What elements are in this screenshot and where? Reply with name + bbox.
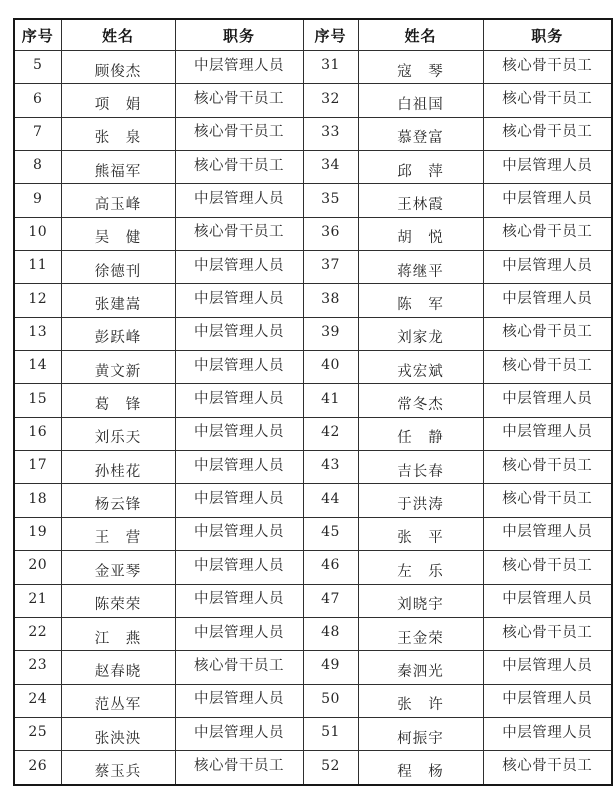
name-text: 吴 健: [94, 230, 142, 247]
table-row: [14, 51, 612, 84]
title-cell: [175, 51, 303, 84]
name-cell: [61, 751, 175, 785]
title-cell: [483, 584, 612, 617]
name-text: 常冬杰: [397, 397, 444, 414]
no-cell: [14, 284, 61, 317]
no-cell: [303, 384, 358, 417]
table-row: [14, 251, 612, 284]
no-cell: [303, 484, 358, 517]
title-cell: [175, 184, 303, 217]
title-text: 核心骨干员工: [502, 57, 593, 74]
title-text: 中层管理人员: [194, 524, 284, 541]
title-text: 核心骨干员工: [502, 357, 593, 374]
name-cell: [358, 317, 483, 350]
name-cell: [61, 351, 175, 384]
name-text: 左 乐: [397, 563, 444, 580]
no-text: 13: [28, 323, 48, 340]
name-text: 金亚琴: [94, 563, 142, 580]
name-cell: [358, 451, 483, 484]
name-cell: [358, 517, 483, 550]
title-cell: [483, 351, 612, 384]
title-text: 中层管理人员: [194, 324, 284, 341]
table-header-row: [14, 19, 612, 51]
column-header-title-right: 职务: [483, 19, 612, 51]
name-text: 张泱泱: [94, 730, 142, 747]
name-cell: [358, 251, 483, 284]
name-cell: [61, 617, 175, 650]
no-cell: [303, 417, 358, 450]
no-cell: [303, 551, 358, 584]
name-text: 王林霞: [397, 197, 444, 214]
name-text: 刘晓宇: [397, 597, 444, 614]
name-text: 彭跃峰: [94, 330, 142, 347]
title-cell: [483, 151, 612, 184]
no-cell: [14, 117, 61, 150]
table-row: [14, 717, 612, 750]
name-cell: [61, 684, 175, 717]
no-text: 21: [28, 590, 48, 607]
no-cell: [303, 451, 358, 484]
title-text: 中层管理人员: [502, 657, 593, 674]
column-header-name-right: 姓名: [358, 19, 483, 51]
title-cell: [175, 517, 303, 550]
name-text: 王金荣: [397, 630, 444, 647]
title-text: 中层管理人员: [194, 424, 284, 441]
no-cell: [14, 351, 61, 384]
name-cell: [61, 651, 175, 684]
name-text: 高玉峰: [94, 197, 142, 214]
name-cell: [61, 317, 175, 350]
title-text: 中层管理人员: [194, 691, 284, 708]
title-text: 核心骨干员工: [502, 324, 593, 341]
no-text: 42: [321, 423, 340, 440]
name-text: 江 燕: [94, 630, 142, 647]
name-cell: [358, 217, 483, 250]
no-cell: [14, 151, 61, 184]
name-text: 慕登富: [397, 130, 444, 147]
no-cell: [14, 551, 61, 584]
no-text: 48: [321, 624, 340, 641]
no-text: 18: [28, 490, 48, 507]
title-text: 中层管理人员: [502, 691, 593, 708]
title-text: 中层管理人员: [194, 591, 284, 608]
name-text: 程 杨: [397, 764, 444, 781]
no-text: 7: [33, 123, 43, 140]
no-cell: [14, 717, 61, 750]
name-text: 于洪涛: [397, 497, 444, 514]
title-cell: [483, 284, 612, 317]
title-cell: [175, 451, 303, 484]
table-row: [14, 317, 612, 350]
column-header-name-left: 姓名: [61, 19, 175, 51]
table-row: [14, 551, 612, 584]
title-text: 中层管理人员: [194, 457, 284, 474]
title-cell: [175, 117, 303, 150]
name-text: 顾俊杰: [94, 63, 142, 80]
table-row: [14, 351, 612, 384]
personnel-table: [13, 18, 613, 786]
name-text: 王 营: [94, 530, 142, 547]
table-row: [14, 384, 612, 417]
no-cell: [14, 751, 61, 785]
title-text: 中层管理人员: [502, 391, 593, 408]
title-text: 核心骨干员工: [194, 224, 284, 241]
no-text: 24: [28, 690, 48, 707]
name-text: 柯振宇: [397, 730, 444, 747]
title-text: 核心骨干员工: [502, 91, 593, 108]
column-header-no-right: 序号: [303, 19, 358, 51]
no-text: 26: [28, 757, 48, 774]
no-cell: [303, 151, 358, 184]
column-header-title-left: 职务: [175, 19, 303, 51]
table-row: [14, 417, 612, 450]
title-cell: [483, 684, 612, 717]
no-text: 47: [321, 590, 340, 607]
no-text: 34: [321, 157, 340, 174]
title-text: 核心骨干员工: [502, 758, 593, 775]
title-cell: [175, 584, 303, 617]
name-cell: [358, 384, 483, 417]
title-cell: [483, 317, 612, 350]
name-cell: [358, 184, 483, 217]
table-row: [14, 751, 612, 785]
name-cell: [61, 584, 175, 617]
name-cell: [61, 284, 175, 317]
name-text: 吉长春: [397, 463, 444, 480]
no-text: 44: [321, 490, 340, 507]
no-cell: [303, 317, 358, 350]
name-cell: [61, 217, 175, 250]
title-text: 中层管理人员: [502, 157, 593, 174]
title-cell: [175, 617, 303, 650]
name-cell: [61, 251, 175, 284]
table-row: [14, 184, 612, 217]
name-text: 刘家龙: [397, 330, 444, 347]
no-text: 33: [321, 123, 340, 140]
no-cell: [303, 684, 358, 717]
table-row: [14, 684, 612, 717]
no-text: 14: [28, 357, 48, 374]
name-text: 徐德刊: [94, 263, 142, 280]
no-text: 35: [321, 190, 340, 207]
no-cell: [14, 84, 61, 117]
name-cell: [61, 517, 175, 550]
name-text: 陈 军: [397, 297, 444, 314]
no-cell: [303, 251, 358, 284]
title-cell: [483, 384, 612, 417]
title-cell: [483, 217, 612, 250]
no-text: 17: [28, 457, 48, 474]
title-text: 中层管理人员: [502, 191, 593, 208]
name-cell: [358, 351, 483, 384]
title-text: 核心骨干员工: [194, 124, 284, 141]
table-row: [14, 617, 612, 650]
title-cell: [175, 84, 303, 117]
no-text: 15: [28, 390, 48, 407]
title-cell: [483, 251, 612, 284]
name-cell: [61, 484, 175, 517]
title-text: 核心骨干员工: [502, 124, 593, 141]
personnel-table-container: [13, 18, 611, 786]
no-cell: [303, 117, 358, 150]
title-text: 中层管理人员: [194, 391, 284, 408]
name-cell: [358, 84, 483, 117]
name-text: 白祖国: [397, 97, 444, 114]
no-cell: [303, 217, 358, 250]
name-cell: [61, 151, 175, 184]
name-cell: [358, 151, 483, 184]
no-text: 40: [321, 357, 340, 374]
table-row: [14, 517, 612, 550]
name-text: 葛 锋: [94, 397, 142, 414]
title-cell: [175, 217, 303, 250]
no-cell: [14, 384, 61, 417]
no-cell: [303, 84, 358, 117]
no-cell: [14, 51, 61, 84]
name-cell: [358, 284, 483, 317]
no-text: 20: [28, 557, 48, 574]
table-row: [14, 651, 612, 684]
name-text: 孙桂花: [94, 463, 142, 480]
name-cell: [358, 51, 483, 84]
title-cell: [483, 117, 612, 150]
name-text: 项 娟: [94, 97, 142, 114]
title-cell: [175, 417, 303, 450]
name-text: 张 泉: [94, 130, 142, 147]
name-text: 秦泗光: [397, 663, 444, 680]
name-text: 范丛军: [94, 697, 142, 714]
name-cell: [61, 717, 175, 750]
name-cell: [358, 617, 483, 650]
title-text: 中层管理人员: [194, 291, 284, 308]
title-text: 中层管理人员: [194, 191, 284, 208]
name-cell: [358, 551, 483, 584]
title-cell: [483, 617, 612, 650]
no-text: 23: [28, 657, 48, 674]
no-text: 16: [28, 423, 48, 440]
no-cell: [303, 717, 358, 750]
title-cell: [175, 551, 303, 584]
no-cell: [14, 584, 61, 617]
no-text: 32: [321, 90, 340, 107]
title-cell: [483, 717, 612, 750]
name-cell: [358, 584, 483, 617]
no-text: 11: [28, 257, 48, 274]
table-row: [14, 151, 612, 184]
title-cell: [483, 451, 612, 484]
no-cell: [14, 684, 61, 717]
no-cell: [14, 417, 61, 450]
no-cell: [14, 651, 61, 684]
name-cell: [358, 684, 483, 717]
name-text: 杨云锋: [94, 497, 142, 514]
title-text: 核心骨干员工: [194, 657, 284, 674]
no-text: 6: [33, 90, 43, 107]
title-text: 中层管理人员: [502, 291, 593, 308]
no-text: 9: [33, 190, 43, 207]
title-text: 核心骨干员工: [194, 91, 284, 108]
title-text: 中层管理人员: [194, 491, 284, 508]
name-text: 戎宏斌: [397, 363, 444, 380]
no-text: 10: [28, 223, 48, 240]
no-text: 50: [321, 690, 340, 707]
name-cell: [61, 451, 175, 484]
title-text: 中层管理人员: [502, 524, 593, 541]
no-cell: [14, 184, 61, 217]
no-text: 45: [321, 523, 340, 540]
no-cell: [303, 351, 358, 384]
title-cell: [175, 751, 303, 785]
title-cell: [175, 684, 303, 717]
title-cell: [483, 51, 612, 84]
title-cell: [175, 384, 303, 417]
no-text: 31: [321, 57, 340, 74]
name-cell: [61, 417, 175, 450]
title-text: 中层管理人员: [194, 557, 284, 574]
title-text: 中层管理人员: [502, 591, 593, 608]
name-text: 蔡玉兵: [94, 764, 142, 781]
no-text: 12: [28, 290, 48, 307]
no-cell: [303, 51, 358, 84]
no-cell: [303, 284, 358, 317]
no-text: 41: [321, 390, 340, 407]
table-row: [14, 217, 612, 250]
table-row: [14, 284, 612, 317]
name-text: 寇 琴: [397, 63, 444, 80]
title-text: 核心骨干员工: [194, 758, 284, 775]
no-cell: [303, 617, 358, 650]
no-cell: [303, 517, 358, 550]
title-cell: [175, 651, 303, 684]
name-cell: [61, 51, 175, 84]
title-text: 核心骨干员工: [502, 557, 593, 574]
name-cell: [61, 384, 175, 417]
no-text: 25: [28, 724, 48, 741]
name-text: 张建嵩: [94, 297, 142, 314]
no-cell: [14, 317, 61, 350]
no-text: 8: [33, 157, 43, 174]
title-text: 中层管理人员: [502, 724, 593, 741]
name-text: 任 静: [397, 430, 444, 447]
title-cell: [483, 651, 612, 684]
title-text: 核心骨干员工: [502, 457, 593, 474]
title-cell: [175, 284, 303, 317]
table-body: [14, 51, 612, 786]
name-cell: [358, 484, 483, 517]
title-cell: [175, 317, 303, 350]
table-row: [14, 584, 612, 617]
name-text: 张 平: [397, 530, 444, 547]
table-row: [14, 117, 612, 150]
title-cell: [483, 551, 612, 584]
table-row: [14, 484, 612, 517]
name-text: 邱 萍: [397, 163, 444, 180]
no-text: 19: [28, 523, 48, 540]
name-text: 蒋继平: [397, 263, 444, 280]
name-cell: [358, 117, 483, 150]
name-text: 赵春晓: [94, 663, 142, 680]
name-text: 陈荣荣: [94, 597, 142, 614]
no-text: 39: [321, 323, 340, 340]
title-cell: [483, 484, 612, 517]
name-cell: [358, 717, 483, 750]
title-cell: [483, 751, 612, 785]
no-text: 51: [321, 724, 340, 741]
title-text: 核心骨干员工: [502, 624, 593, 641]
no-text: 36: [321, 223, 340, 240]
no-cell: [303, 184, 358, 217]
no-text: 38: [321, 290, 340, 307]
no-cell: [303, 751, 358, 785]
no-cell: [14, 484, 61, 517]
no-text: 5: [33, 57, 43, 74]
title-cell: [175, 351, 303, 384]
title-cell: [175, 484, 303, 517]
no-cell: [14, 217, 61, 250]
name-cell: [61, 551, 175, 584]
name-cell: [358, 751, 483, 785]
title-text: 核心骨干员工: [194, 157, 284, 174]
no-text: 43: [321, 457, 340, 474]
no-text: 52: [321, 757, 340, 774]
no-cell: [14, 451, 61, 484]
title-cell: [483, 84, 612, 117]
title-text: 中层管理人员: [194, 57, 284, 74]
title-cell: [175, 717, 303, 750]
title-text: 中层管理人员: [194, 257, 284, 274]
no-cell: [14, 617, 61, 650]
no-cell: [303, 651, 358, 684]
name-text: 刘乐天: [94, 430, 142, 447]
title-cell: [483, 417, 612, 450]
name-cell: [358, 651, 483, 684]
no-cell: [303, 584, 358, 617]
no-cell: [14, 251, 61, 284]
name-text: 胡 悦: [397, 230, 444, 247]
name-cell: [61, 84, 175, 117]
name-cell: [61, 117, 175, 150]
title-text: 中层管理人员: [502, 257, 593, 274]
title-cell: [483, 184, 612, 217]
name-text: 熊福军: [94, 163, 142, 180]
title-cell: [175, 251, 303, 284]
no-cell: [14, 517, 61, 550]
name-text: 黄文新: [94, 363, 142, 380]
table-row: [14, 84, 612, 117]
title-text: 核心骨干员工: [502, 224, 593, 241]
name-cell: [61, 184, 175, 217]
title-cell: [175, 151, 303, 184]
title-text: 中层管理人员: [194, 724, 284, 741]
no-text: 46: [321, 557, 340, 574]
title-text: 核心骨干员工: [502, 491, 593, 508]
no-text: 22: [28, 624, 48, 641]
table-row: [14, 451, 612, 484]
column-header-no-left: 序号: [14, 19, 61, 51]
title-text: 中层管理人员: [194, 357, 284, 374]
title-text: 中层管理人员: [502, 424, 593, 441]
title-cell: [483, 517, 612, 550]
name-cell: [358, 417, 483, 450]
no-text: 49: [321, 657, 340, 674]
name-text: 张 许: [397, 697, 444, 714]
title-text: 中层管理人员: [194, 624, 284, 641]
no-text: 37: [321, 257, 340, 274]
